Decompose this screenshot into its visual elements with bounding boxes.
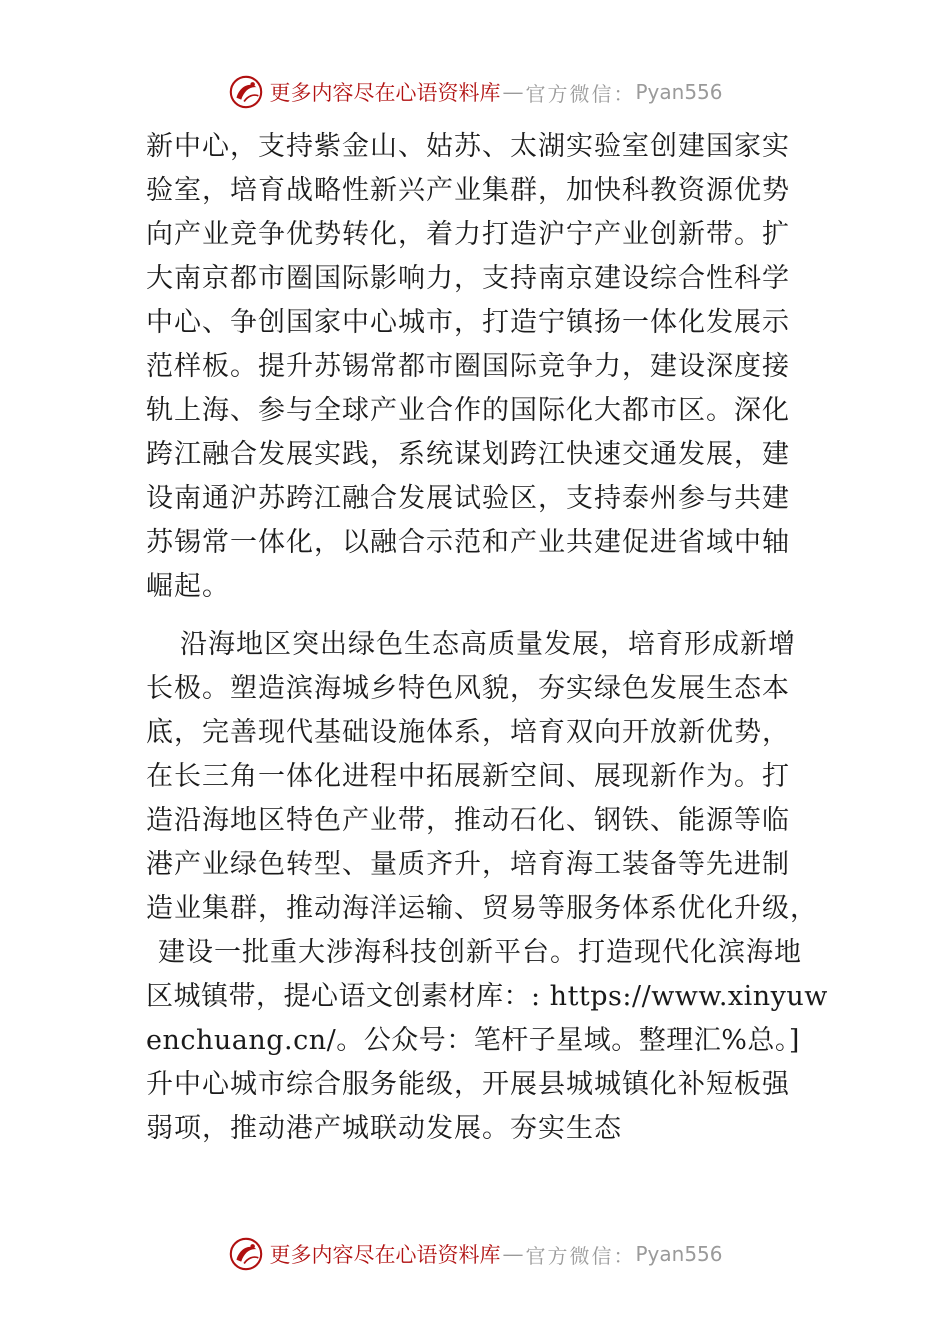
text-line: 中心、争创国家中心城市，打造宁镇扬一体化发展示 bbox=[146, 307, 790, 338]
paragraph-gap bbox=[146, 609, 836, 623]
document-body bbox=[146, 125, 836, 1151]
footer-slogan: 更多内容尽在心语资料库 bbox=[269, 1243, 501, 1267]
text-line: 造沿海地区特色产业带，推动石化、钢铁、能源等临 bbox=[146, 805, 790, 836]
logo-icon bbox=[227, 73, 265, 111]
text-line: 长极。塑造滨海城乡特色风貌，夯实绿色发展生态本 bbox=[146, 673, 790, 704]
text-line: 轨上海、参与全球产业合作的国际化大都市区。深化 bbox=[146, 395, 790, 426]
text-line: 造业集群，推动海洋运输、贸易等服务体系优化升级， bbox=[146, 893, 818, 924]
footer-wechat-id: Pyan556 bbox=[635, 1242, 723, 1266]
text-line: 在长三角一体化进程中拓展新空间、展现新作为。打 bbox=[146, 761, 790, 792]
text-line: 大南京都市圈国际影响力，支持南京建设综合性科学 bbox=[146, 263, 790, 294]
text-line: 跨江融合发展实践，系统谋划跨江快速交通发展，建 bbox=[146, 439, 790, 470]
text-line: 建设一批重大涉海科技创新平台。打造现代化滨海地 bbox=[158, 937, 802, 968]
footer-separator: — bbox=[502, 1242, 524, 1266]
text-line: 沿海地区突出绿色生态高质量发展，培育形成新增 bbox=[180, 629, 796, 660]
header-slogan: 更多内容尽在心语资料库 bbox=[269, 81, 501, 105]
header-banner bbox=[0, 70, 950, 114]
text-line: 港产业绿色转型、量质齐升，培育海工装备等先进制 bbox=[146, 849, 790, 880]
header-wechat-id: Pyan556 bbox=[635, 80, 723, 104]
text-line: 区城镇带，提心语文创素材库：: https://www.xinyuw bbox=[146, 981, 828, 1012]
text-line: 新中心，支持紫金山、姑苏、太湖实验室创建国家实 bbox=[146, 131, 790, 162]
text-line: 苏锡常一体化，以融合示范和产业共建促进省域中轴 bbox=[146, 527, 790, 558]
text-line: 底，完善现代基础设施体系，培育双向开放新优势， bbox=[146, 717, 790, 748]
footer-wechat-label: 官方微信： bbox=[525, 1243, 636, 1268]
header-separator: — bbox=[502, 80, 524, 104]
text-line: 升中心城市综合服务能级，开展县城城镇化补短板强 bbox=[146, 1069, 790, 1100]
text-line: 设南通沪苏跨江融合发展试验区，支持泰州参与共建 bbox=[146, 483, 790, 514]
header-wechat-label: 官方微信： bbox=[525, 81, 636, 106]
text-line: 弱项，推动港产城联动发展。夯实生态 bbox=[146, 1113, 622, 1144]
paragraph-2 bbox=[146, 623, 836, 1151]
text-line: 范样板。提升苏锡常都市圈国际竞争力，建设深度接 bbox=[146, 351, 790, 382]
text-line: 崛起。 bbox=[146, 571, 230, 602]
text-line: 向产业竞争优势转化，着力打造沪宁产业创新带。扩 bbox=[146, 219, 790, 250]
logo-icon bbox=[227, 1235, 265, 1273]
paragraph-1 bbox=[146, 125, 836, 609]
footer-banner bbox=[0, 1232, 950, 1276]
text-line: enchuang.cn/。公众号：笔杆子星域。整理汇%总。] bbox=[146, 1025, 800, 1056]
text-line: 验室，培育战略性新兴产业集群，加快科教资源优势 bbox=[146, 175, 790, 206]
